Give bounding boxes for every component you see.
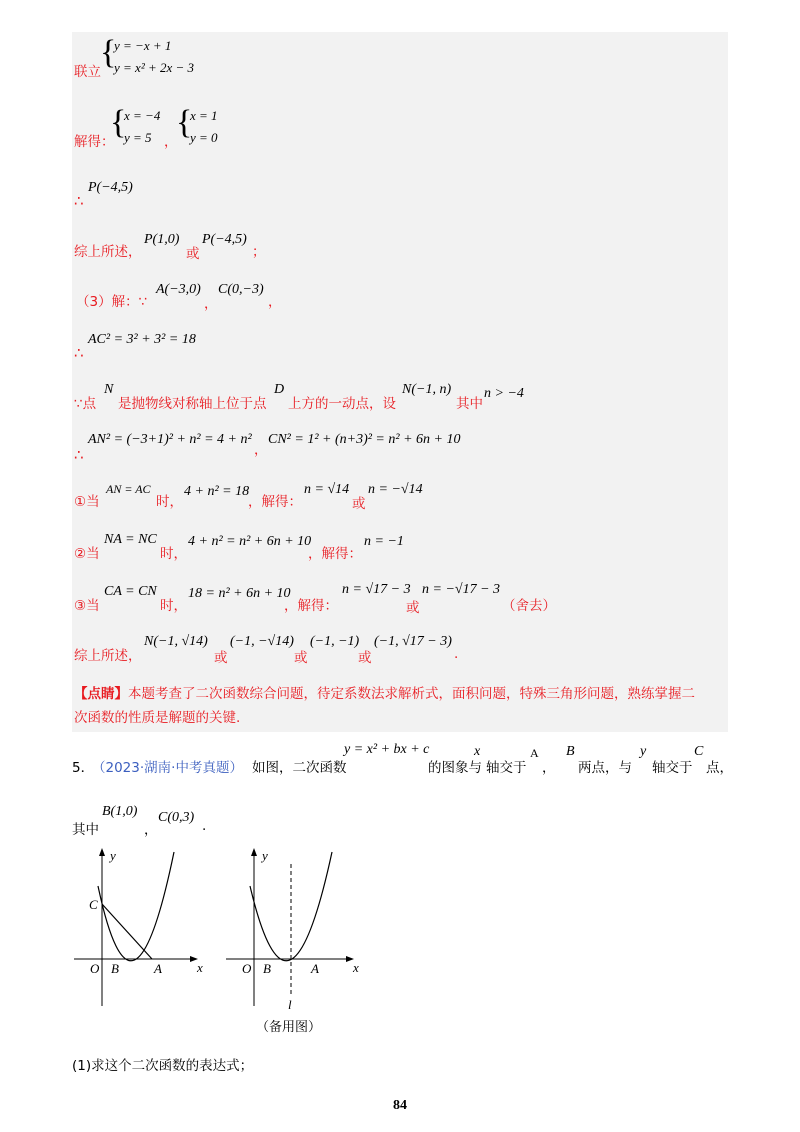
question-text: 轴交于 — [486, 760, 527, 776]
d-symbol: D — [274, 382, 285, 397]
sub-question-1: (1)求这个二次函数的表达式； — [72, 1058, 254, 1074]
point-c: C(0,−3) — [218, 282, 264, 297]
case1-time: 时， — [156, 494, 183, 510]
n-point-1: N(−1, √14) — [144, 634, 208, 649]
or-word: 或 — [352, 496, 366, 512]
because-label: ∵点 — [74, 396, 97, 412]
therefore-symbol: ∴ — [74, 192, 84, 210]
n-condition: n > −4 — [484, 386, 524, 401]
question-text: 轴交于 — [652, 760, 693, 776]
question-text: . — [202, 818, 207, 834]
comment-text-line-1: 本题考查了二次函数综合问题，待定系数法求解析式，面积问题，特殊三角形问题，熟练掌握二 — [128, 686, 695, 702]
comma: ， — [268, 294, 282, 310]
period: . — [454, 646, 459, 662]
point-p2: P(−4,5) — [202, 232, 247, 247]
case1-solve-label: ，解得： — [248, 494, 302, 510]
case3-solve-label: ，解得： — [284, 598, 338, 614]
parabola-figure-2 — [222, 846, 372, 1016]
case3-time: 时， — [160, 598, 187, 614]
case3-equation: 18 = n² + 6n + 10 — [188, 586, 291, 601]
case1-condition: AN = AC — [106, 482, 151, 496]
point-p1: P(1,0) — [144, 232, 180, 247]
case1-equation: 4 + n² = 18 — [184, 484, 250, 499]
cn-equation: CN² = 1² + (n+3)² = n² + 6n + 10 — [268, 432, 461, 447]
comment-tag: 【点睛】 — [74, 686, 128, 702]
figure-caption: （备用图） — [256, 1020, 322, 1035]
quadratic-function: y = x² + bx + c — [344, 742, 430, 757]
where-label: 其中 — [456, 396, 483, 412]
point-a-label: A — [311, 961, 319, 976]
n-description: 是抛物线对称轴上位于点 — [118, 396, 267, 412]
case2-label: ②当 — [74, 546, 100, 562]
solution-2-x: x = 1 — [190, 108, 218, 123]
question-text: 如图，二次函数 — [252, 760, 347, 776]
case3-root-1: n = √17 − 3 — [342, 582, 411, 597]
n-description-2: 上方的一动点，设 — [288, 396, 396, 412]
comma: ， — [204, 296, 218, 312]
point-b-label: B — [566, 744, 575, 759]
point-c-label: C — [89, 897, 98, 912]
brace-symbol: { — [110, 104, 127, 141]
origin-label: O — [242, 961, 252, 976]
system-equation-2: y = x² + 2x − 3 — [114, 60, 195, 75]
or-word: 或 — [294, 650, 308, 666]
comment-block — [74, 682, 726, 730]
b-coordinate: B(1,0) — [102, 804, 138, 819]
an-equation: AN² = (−3+1)² + n² = 4 + n² — [88, 432, 252, 447]
case3-root-2: n = −√17 − 3 — [422, 582, 501, 597]
point-b-label: B — [111, 961, 119, 976]
c-coordinate: C(0,3) — [158, 810, 195, 825]
solution-2-y: y = 0 — [190, 130, 218, 145]
question-text: 两点，与 — [578, 760, 632, 776]
case2-condition: NA = NC — [104, 532, 157, 547]
or-word: 或 — [406, 600, 420, 616]
case1-root-1: n = √14 — [304, 482, 350, 497]
n-coordinate: N(−1, n) — [402, 382, 452, 397]
x-variable: x — [474, 744, 481, 759]
n-point-3: (−1, −1) — [310, 634, 360, 649]
symmetry-line-label: l — [288, 997, 292, 1012]
question-text: ， — [144, 822, 158, 838]
solution-1-y: y = 5 — [124, 130, 152, 145]
solved-label: 解得： — [74, 134, 115, 150]
point-a: A(−3,0) — [156, 282, 201, 297]
part3-label: （3）解：∵ — [76, 294, 148, 310]
or-word: 或 — [214, 650, 228, 666]
x-axis-label: x — [197, 960, 203, 975]
y-axis-label: y — [110, 848, 116, 863]
comment-text-line-2: 次函数的性质是解题的关键. — [74, 710, 241, 726]
point-c-label: C — [694, 744, 704, 759]
case2-root: n = −1 — [364, 534, 404, 549]
or-word: 或 — [186, 246, 200, 262]
solution-1-x: x = −4 — [124, 108, 161, 123]
x-axis-label: x — [353, 960, 359, 975]
solution-block — [72, 32, 728, 732]
case2-solve-label: ，解得： — [308, 546, 362, 562]
point-p: P(−4,5) — [88, 180, 133, 195]
summary-label: 综上所述， — [74, 244, 142, 260]
case2-time: 时， — [160, 546, 187, 562]
system-label: 联立 — [74, 64, 101, 80]
point-a-label: A — [154, 961, 162, 976]
n-point-4: (−1, √17 − 3) — [374, 634, 452, 649]
point-b-label: B — [263, 961, 271, 976]
question-text: ， — [542, 760, 556, 776]
case2-equation: 4 + n² = n² + 6n + 10 — [188, 534, 312, 549]
brace-symbol: { — [176, 104, 193, 141]
origin-label: O — [90, 961, 100, 976]
case1-label: ①当 — [74, 494, 100, 510]
summary-label: 综上所述， — [74, 648, 142, 664]
therefore-symbol: ∴ — [74, 344, 84, 362]
system-equation-1: y = −x + 1 — [114, 38, 172, 53]
case3-label: ③当 — [74, 598, 100, 614]
case3-condition: CA = CN — [104, 584, 157, 599]
separator: ， — [164, 134, 178, 150]
question-text: 点， — [706, 760, 733, 776]
question-text: 其中 — [72, 822, 99, 838]
therefore-symbol: ∴ — [74, 446, 84, 464]
brace-symbol: { — [100, 34, 117, 71]
point-a-label: A — [530, 746, 539, 760]
question-number: 5． — [72, 760, 95, 776]
question-source: （2023·湖南·中考真题） — [92, 760, 243, 776]
n-point-2: (−1, −√14) — [230, 634, 294, 649]
or-word: 或 — [358, 650, 372, 666]
y-variable: y — [640, 744, 647, 759]
case3-note: （舍去） — [502, 598, 556, 614]
ac-equation: AC² = 3² + 3² = 18 — [88, 332, 196, 347]
semicolon: ； — [252, 244, 266, 260]
page-number: 84 — [393, 1098, 407, 1113]
y-axis-label: y — [262, 848, 268, 863]
comma: ， — [254, 442, 268, 458]
question-text: 的图象与 — [428, 760, 482, 776]
parabola-figure-1 — [70, 846, 210, 1010]
case1-root-2: n = −√14 — [368, 482, 423, 497]
n-symbol: N — [104, 382, 114, 397]
